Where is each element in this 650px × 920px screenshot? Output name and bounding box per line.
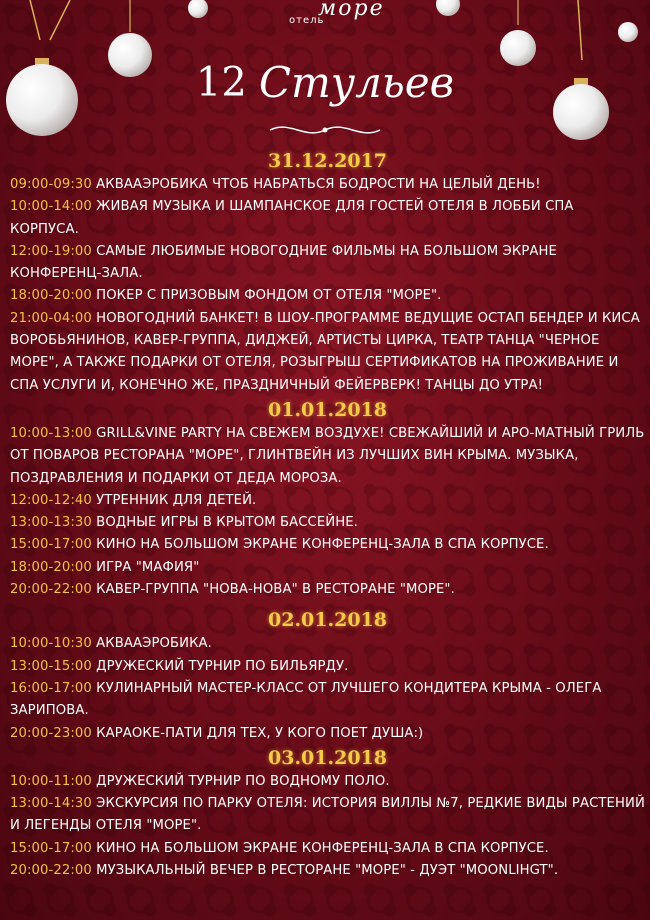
- event-item: [10, 860, 645, 882]
- event-item: [10, 308, 645, 397]
- event-item: [10, 579, 645, 601]
- event-time: 13:00-14:30: [10, 796, 92, 812]
- event-text: УТРЕННИК ДЛЯ ДЕТЕЙ.: [96, 492, 257, 508]
- event-text: ЭКСКУРСИЯ ПО ПАРКУ ОТЕЛЯ: ИСТОРИЯ ВИЛЛЫ №7, РЕДКИЕ ВИДЫ РАСТЕНИЙ И ЛЕГЕНДЫ ОТЕЛЯ "МОРЕ".: [10, 796, 645, 834]
- event-item: [10, 423, 645, 490]
- event-item: [10, 723, 645, 745]
- event-text: ДРУЖЕСКИЙ ТУРНИР ПО БИЛЬЯРДУ.: [96, 658, 349, 674]
- event-time: 20:00-23:00: [10, 725, 92, 741]
- event-item: [10, 241, 645, 286]
- event-text: КАВЕР-ГРУППА "НОВА-НОВА" В РЕСТОРАНЕ "МОРЕ".: [96, 582, 455, 598]
- event-text: МУЗЫКАЛЬНЫЙ ВЕЧЕР В РЕСТОРАНЕ "МОРЕ" - ДУЭТ "MOONLIHGT".: [96, 863, 559, 879]
- logo-name: море: [318, 0, 385, 21]
- event-text: АКВААЭРОБИКА.: [96, 636, 212, 652]
- event-text: НОВОГОДНИЙ БАНКЕТ! В ШОУ-ПРОГРАММЕ ВЕДУЩИЕ ОСТАП БЕНДЕР И КИСА ВОРОБЬЯНИНОВ, КАВЕР-ГРУППА, ДИДЖЕЙ, АРТИСТЫ ЦИРКА, ТЕАТР ТАНЦА "ЧЕРНОЕ МОРЕ", А ТАКЖЕ ПОДАРКИ ОТ ОТЕЛЯ, РОЗЫГРЫШ СЕРТИФИКАТОВ НА ПРОЖИВАНИЕ И СПА УСЛУГИ И, КОНЕЧНО ЖЕ, ПРАЗДНИЧНЫЙ ФЕЙЕРВЕРК! ТАНЦЫ ДО УТРА!: [10, 310, 640, 393]
- event-time: 10:00-14:00: [10, 199, 92, 215]
- event-item: [10, 838, 645, 860]
- logo-prefix: отель: [289, 15, 325, 26]
- event-text: ДРУЖЕСКИЙ ТУРНИР ПО ВОДНОМУ ПОЛО.: [96, 773, 390, 789]
- event-text: GRILL&VINE PARTY НА СВЕЖЕМ ВОЗДУХЕ! СВЕЖАЙШИЙ И АРО-МАТНЫЙ ГРИЛЬ ОТ ПОВАРОВ РЕСТОРАНА "МОРЕ", ГЛИНТВЕЙН ИЗ ЛУЧШИХ ВИН КРЫМА. МУЗЫКА, ПОЗДРАВЛЕНИЯ И ПОДАРКИ ОТ ДЕДА МОРОЗА.: [10, 425, 645, 486]
- event-item: [10, 656, 645, 678]
- event-time: 10:00-13:00: [10, 425, 92, 441]
- event-text: АКВААЭРОБИКА ЧТОБ НАБРАТЬСЯ БОДРОСТИ НА ЦЕЛЫЙ ДЕНЬ!: [96, 177, 541, 192]
- title-number: 12: [195, 59, 247, 106]
- day-heading: 02.01.2018: [268, 609, 387, 632]
- event-item: [10, 196, 645, 241]
- flourish-divider-icon: [265, 120, 385, 140]
- event-text: КИНО НА БОЛЬШОМ ЭКРАНЕ КОНФЕРЕНЦ-ЗАЛА В СПА КОРПУСЕ.: [96, 537, 549, 553]
- event-item: [10, 793, 645, 838]
- event-item: [10, 771, 645, 793]
- event-time: 09:00-09:30: [10, 177, 92, 192]
- event-time: 20:00-22:00: [10, 863, 92, 879]
- event-time: 13:00-15:00: [10, 658, 92, 674]
- event-time: 21:00-04:00: [10, 310, 92, 326]
- event-text: ВОДНЫЕ ИГРЫ В КРЫТОМ БАССЕЙНЕ.: [96, 515, 358, 531]
- day-heading: 01.01.2018: [268, 398, 387, 421]
- event-item: [10, 557, 645, 579]
- schedule: [10, 148, 645, 882]
- event-time: 13:00-13:30: [10, 515, 92, 531]
- event-time: 10:00-11:00: [10, 773, 92, 789]
- page-title: [0, 58, 650, 107]
- event-time: 10:00-10:30: [10, 636, 92, 652]
- event-text: САМЫЕ ЛЮБИМЫЕ НОВОГОДНИЕ ФИЛЬМЫ НА БОЛЬШОМ ЭКРАНЕ КОНФЕРЕНЦ-ЗАЛА.: [10, 243, 557, 282]
- event-time: 15:00-17:00: [10, 537, 92, 553]
- event-text: КАРАОКЕ-ПАТИ ДЛЯ ТЕХ, У КОГО ПОЕТ ДУША:): [96, 725, 424, 741]
- hotel-logo: [0, 0, 650, 40]
- event-item: [10, 534, 645, 556]
- event-text: ИГРА "МАФИЯ": [96, 559, 200, 575]
- event-time: 12:00-19:00: [10, 243, 92, 259]
- event-time: 15:00-17:00: [10, 840, 92, 856]
- event-text: КИНО НА БОЛЬШОМ ЭКРАНЕ КОНФЕРЕНЦ-ЗАЛА В СПА КОРПУСЕ.: [96, 840, 549, 856]
- event-time: 12:00-12:40: [10, 492, 92, 508]
- day-heading: 03.01.2018: [268, 746, 387, 769]
- event-text: ЖИВАЯ МУЗЫКА И ШАМПАНСКОЕ ДЛЯ ГОСТЕЙ ОТЕЛЯ В ЛОББИ СПА КОРПУСА.: [10, 199, 574, 237]
- event-item: [10, 285, 645, 307]
- event-time: 18:00-20:00: [10, 559, 92, 575]
- event-item: [10, 512, 645, 534]
- event-text: КУЛИНАРНЫЙ МАСТЕР-КЛАСС ОТ ЛУЧШЕГО КОНДИТЕРА КРЫМА - ОЛЕГА ЗАРИПОВА.: [10, 680, 602, 719]
- event-time: 18:00-20:00: [10, 288, 92, 304]
- event-item: [10, 678, 645, 723]
- event-item: [10, 174, 645, 196]
- event-text: ПОКЕР С ПРИЗОВЫМ ФОНДОМ ОТ ОТЕЛЯ "МОРЕ".: [96, 288, 442, 304]
- title-word: Стульев: [258, 58, 455, 107]
- day-heading: 31.12.2017: [268, 150, 387, 172]
- event-item: [10, 633, 645, 655]
- event-time: 20:00-22:00: [10, 582, 92, 598]
- event-time: 16:00-17:00: [10, 680, 92, 696]
- event-item: [10, 490, 645, 512]
